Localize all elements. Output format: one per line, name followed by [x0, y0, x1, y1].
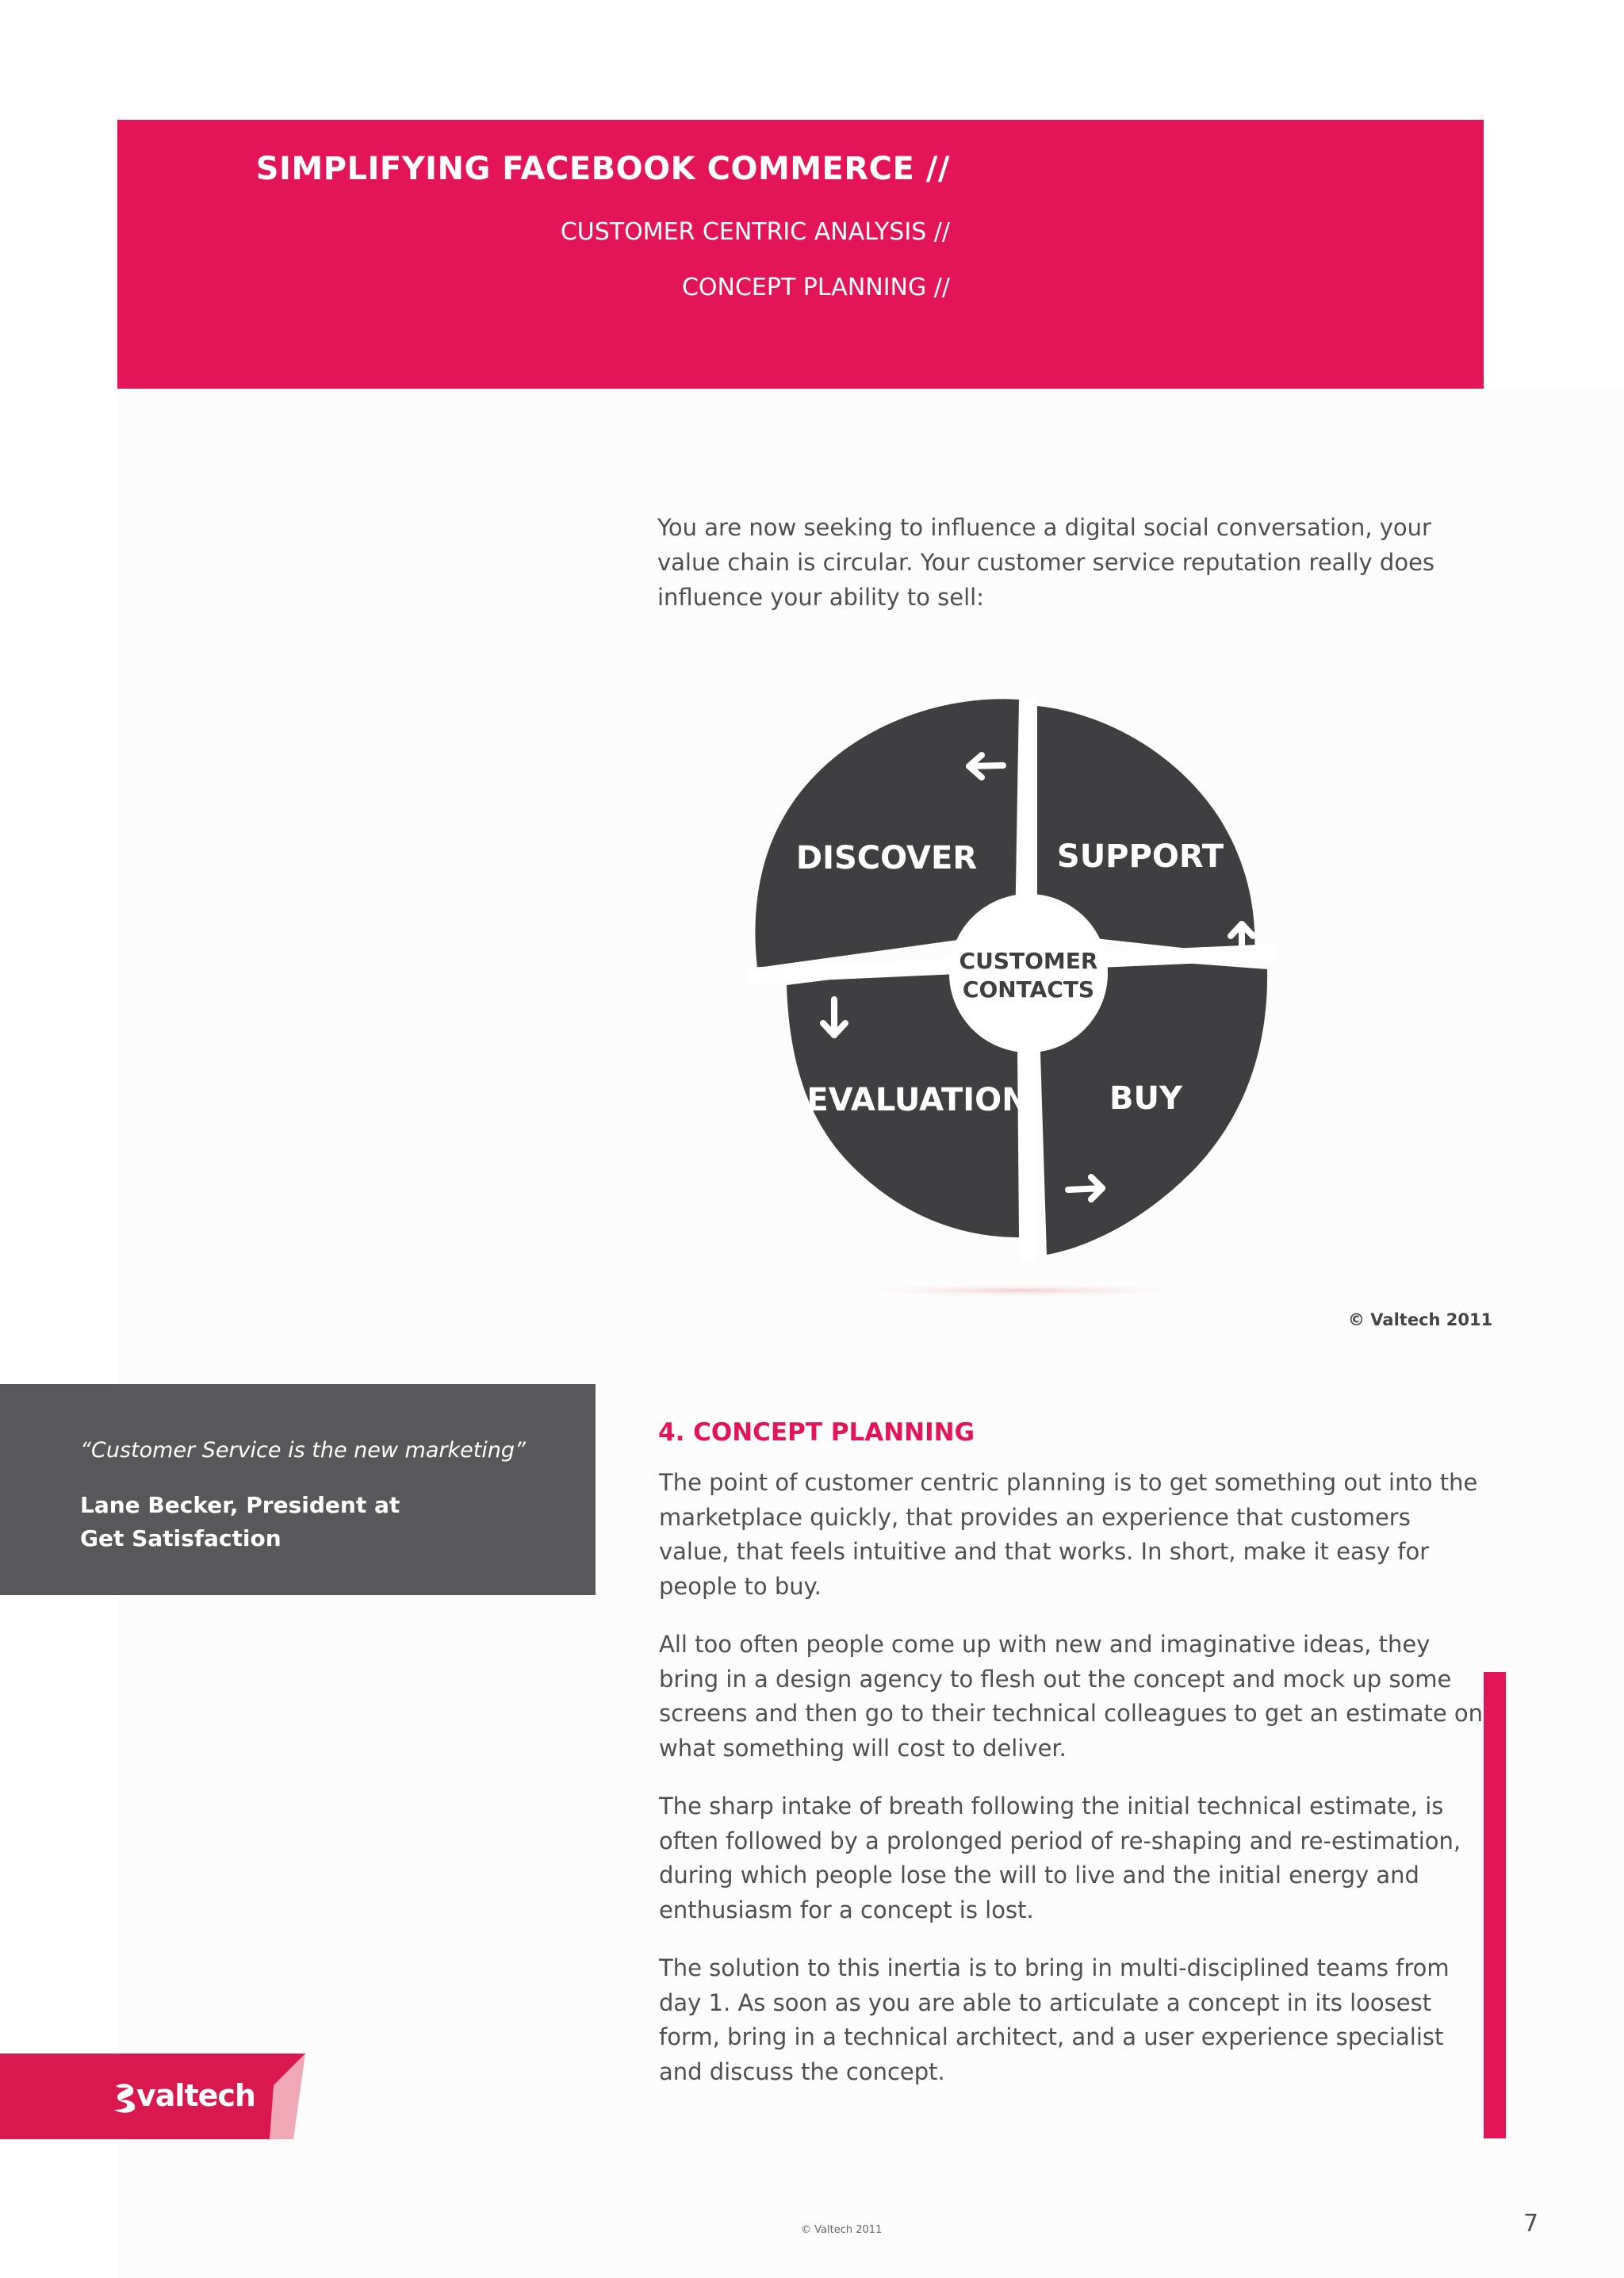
body-paragraph-2: All too often people come up with new and imaginative ideas, they bring in a design agency to flesh out the concept and mock up some screens and then go to their technical colleagues to get an estimate on what something will cost to deliver. [659, 1631, 1484, 1762]
header-title: SIMPLIFYING FACEBOOK COMMERCE // [255, 151, 950, 187]
center-label-line-1: CUSTOMER [959, 948, 1098, 974]
segment-label-support: SUPPORT [1056, 838, 1224, 875]
valtech-logo-icon [113, 2080, 140, 2115]
segment-label-buy: BUY [1109, 1080, 1182, 1117]
quote-text: “Customer Service is the new marketing” [80, 1438, 527, 1463]
value-chain-diagram [737, 682, 1308, 1309]
section-body [659, 1466, 1484, 2113]
header-subtitle-concept-planning: CONCEPT PLANNING // [681, 274, 950, 301]
diagram-copyright: © Valtech 2011 [1348, 1310, 1493, 1329]
valtech-logo-text: valtech [136, 2078, 255, 2113]
quote-author-line-1: Lane Becker, President at [80, 1492, 400, 1518]
body-paragraph-4: The solution to this inertia is to bring in multi-disciplined teams from day 1. As soon as you are able to articulate a concept in its loosest form, bring in a technical architect, and a user experience specialist and discuss the concept. [659, 1954, 1450, 2085]
page-number: 7 [1523, 2210, 1539, 2238]
segment-label-evaluation: EVALUATION [806, 1082, 1028, 1118]
body-paragraph-3: The sharp intake of breath following the initial technical estimate, is often followed by a prolonged period of re-shaping and re-estimation, during which people lose the will to live and the initial energy and enthusiasm for a concept is lost. [659, 1793, 1461, 1923]
quote-author [80, 1489, 400, 1555]
section-heading: 4. CONCEPT PLANNING [658, 1418, 975, 1447]
segment-label-discover: DISCOVER [795, 840, 978, 876]
quote-author-line-2: Get Satisfaction [80, 1525, 282, 1551]
footer-copyright: © Valtech 2011 [801, 2224, 883, 2236]
body-paragraph-1: The point of customer centric planning is to get something out into the marketplace quickly, that provides an experience that customers value, that feels intuitive and that works. In short, make it easy for people to buy. [659, 1469, 1478, 1600]
accent-side-bar [1484, 1672, 1506, 2138]
header-subtitle-customer-centric-analysis: CUSTOMER CENTRIC ANALYSIS // [560, 218, 950, 246]
diagram-shadow [831, 1283, 1212, 1298]
intro-paragraph: You are now seeking to influence a digital social conversation, your value chain is circular. Your customer service reputation really does influence your ability to sell: [657, 514, 1435, 611]
quote-box [0, 1384, 596, 1595]
center-label-line-2: CONTACTS [962, 976, 1095, 1003]
